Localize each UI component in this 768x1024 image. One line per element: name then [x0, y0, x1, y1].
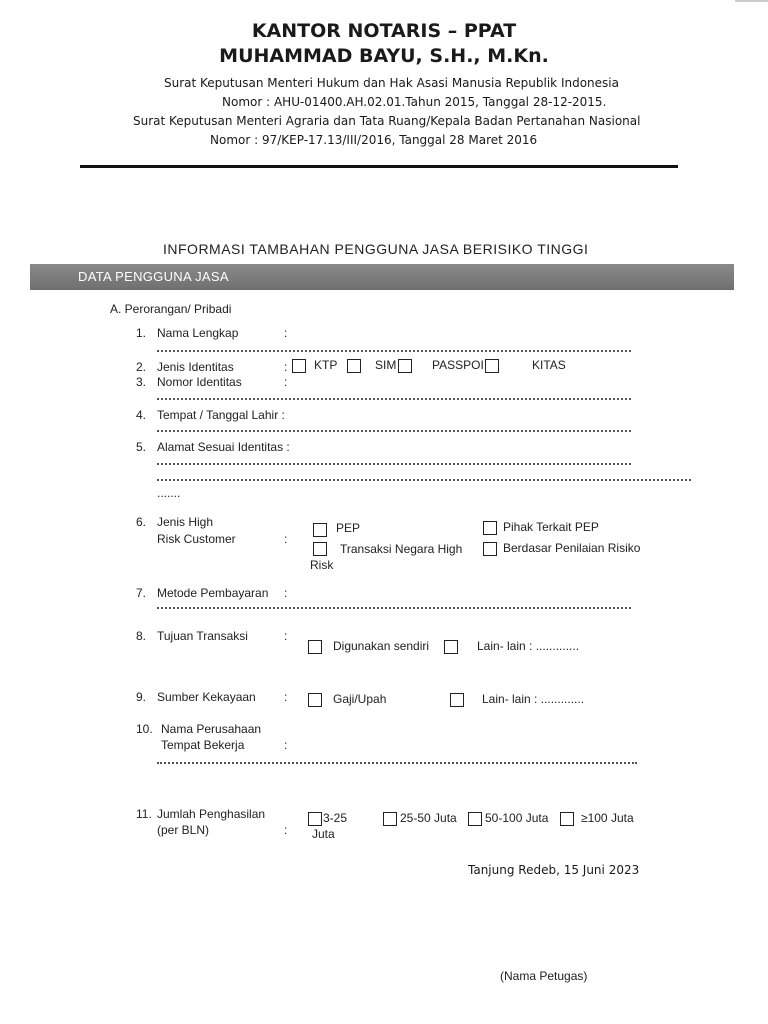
pep-label: PEP [336, 521, 361, 535]
item-9-colon: : [284, 690, 288, 704]
nomor-identitas-field[interactable] [157, 398, 631, 400]
income-100-label: ≥100 Juta [581, 811, 634, 825]
perusahaan-field[interactable] [157, 762, 637, 764]
digunakan-sendiri-checkbox[interactable] [308, 640, 322, 654]
transaksi-negara-wrap: Risk [310, 558, 334, 572]
transaksi-negara-checkbox[interactable] [313, 542, 327, 556]
pep-checkbox[interactable] [313, 523, 327, 537]
tujuan-lain-checkbox[interactable] [444, 640, 458, 654]
income-25-50-label: 25-50 Juta [400, 811, 457, 825]
decree2-line2: Nomor : 97/KEP-17.13/III/2016, Tanggal 28 Maret 2016 [210, 133, 538, 147]
sim-checkbox[interactable] [347, 359, 361, 373]
item-2-num: 2. [136, 360, 147, 374]
item-3-colon: : [284, 375, 288, 389]
alamat-field-1[interactable] [157, 463, 631, 465]
form-title: INFORMASI TAMBAHAN PENGGUNA JASA BERISIKO TINGGI [163, 241, 589, 257]
penilaian-risiko-label: Berdasar Penilaian Risiko [503, 541, 641, 555]
alamat-trail: ....... [157, 486, 181, 500]
income-50-100-label: 50-100 Juta [485, 811, 549, 825]
income-3-25-label: 3-25 [323, 811, 348, 825]
item-11-label-1: Jumlah Penghasilan [157, 807, 266, 821]
item-9-num: 9. [136, 690, 147, 704]
nama-field[interactable] [157, 350, 631, 352]
metode-field[interactable] [157, 607, 631, 609]
decree1-line2: Nomor : AHU-01400.AH.02.01.Tahun 2015, Tanggal 28-12-2015. [222, 95, 607, 109]
item-7-label: Metode Pembayaran [157, 586, 269, 600]
item-6-colon: : [284, 532, 288, 546]
kitas-label: KITAS [532, 358, 566, 372]
office-title: KANTOR NOTARIS – PPAT [251, 20, 517, 42]
item-1-label: Nama Lengkap [157, 326, 239, 340]
item-5-label: Alamat Sesuai Identitas : [157, 440, 290, 454]
item-8-num: 8. [136, 629, 147, 643]
item-6-label-1: Jenis High [157, 515, 214, 529]
section-band [30, 264, 734, 290]
gaji-upah-checkbox[interactable] [308, 693, 322, 707]
officer-name-label: (Nama Petugas) [500, 969, 588, 983]
item-11-num: 11. [136, 807, 152, 821]
item-7-colon: : [284, 586, 288, 600]
item-5-num: 5. [136, 440, 147, 454]
transaksi-negara-label: Transaksi Negara High [340, 542, 463, 556]
passport-checkbox[interactable] [398, 359, 412, 373]
income-3-25-wrap: Juta [312, 827, 335, 841]
pihak-terkait-pep-checkbox[interactable] [483, 521, 497, 535]
item-8-colon: : [284, 629, 288, 643]
item-7-num: 7. [136, 586, 147, 600]
ktp-checkbox[interactable] [292, 359, 306, 373]
income-3-25-checkbox[interactable] [308, 812, 322, 826]
item-6-num: 6. [136, 515, 147, 529]
decree1-line1: Surat Keputusan Menteri Hukum dan Hak Asasi Manusia Republik Indonesia [164, 76, 619, 90]
item-2-label: Jenis Identitas [157, 360, 234, 374]
item-1-num: 1. [136, 326, 147, 340]
item-4-num: 4. [136, 408, 147, 422]
sumber-lain-label: Lain- lain : ............. [482, 692, 585, 706]
item-2-colon: : [284, 360, 288, 374]
decree2-line1: Surat Keputusan Menteri Agraria dan Tata Ruang/Kepala Badan Pertanahan Nasional [133, 114, 641, 128]
ktp-label: KTP [314, 358, 338, 372]
item-3-num: 3. [136, 375, 147, 389]
pihak-terkait-pep-label: Pihak Terkait PEP [503, 520, 599, 534]
item-10-num: 10. [136, 722, 153, 736]
income-50-100-checkbox[interactable] [468, 812, 482, 826]
passport-label: PASSPOI [432, 358, 484, 372]
sim-label: SIM [375, 358, 397, 372]
section-band-label: DATA PENGGUNA JASA [78, 269, 229, 284]
income-100-checkbox[interactable] [560, 812, 574, 826]
digunakan-sendiri-label: Digunakan sendiri [333, 639, 430, 653]
kitas-checkbox[interactable] [485, 359, 499, 373]
item-1-colon: : [284, 326, 288, 340]
alamat-field-2[interactable] [157, 479, 691, 481]
item-4-label: Tempat / Tanggal Lahir : [157, 408, 285, 422]
item-11-label-2: (per BLN) [157, 823, 210, 837]
sumber-lain-checkbox[interactable] [450, 693, 464, 707]
scan-edge-line [735, 0, 768, 2]
subsection-label: A. Perorangan/ Pribadi [110, 302, 232, 316]
tujuan-lain-label: Lain- lain : ............. [477, 639, 580, 653]
item-10-colon: : [284, 738, 288, 752]
header-rule [80, 165, 678, 168]
ttl-field[interactable] [157, 430, 631, 432]
gaji-upah-label: Gaji/Upah [333, 692, 387, 706]
item-3-label: Nomor Identitas [157, 375, 242, 389]
notary-name: MUHAMMAD BAYU, S.H., M.Kn. [219, 45, 549, 67]
item-10-label-1: Nama Perusahaan [161, 722, 262, 736]
item-9-label: Sumber Kekayaan [157, 690, 256, 704]
item-6-label-2: Risk Customer [157, 532, 236, 546]
item-8-label: Tujuan Transaksi [157, 629, 248, 643]
income-25-50-checkbox[interactable] [383, 812, 397, 826]
penilaian-risiko-checkbox[interactable] [483, 542, 497, 556]
place-date: Tanjung Redeb, 15 Juni 2023 [468, 863, 640, 877]
item-10-label-2: Tempat Bekerja [161, 738, 245, 752]
item-11-colon: : [284, 823, 288, 837]
